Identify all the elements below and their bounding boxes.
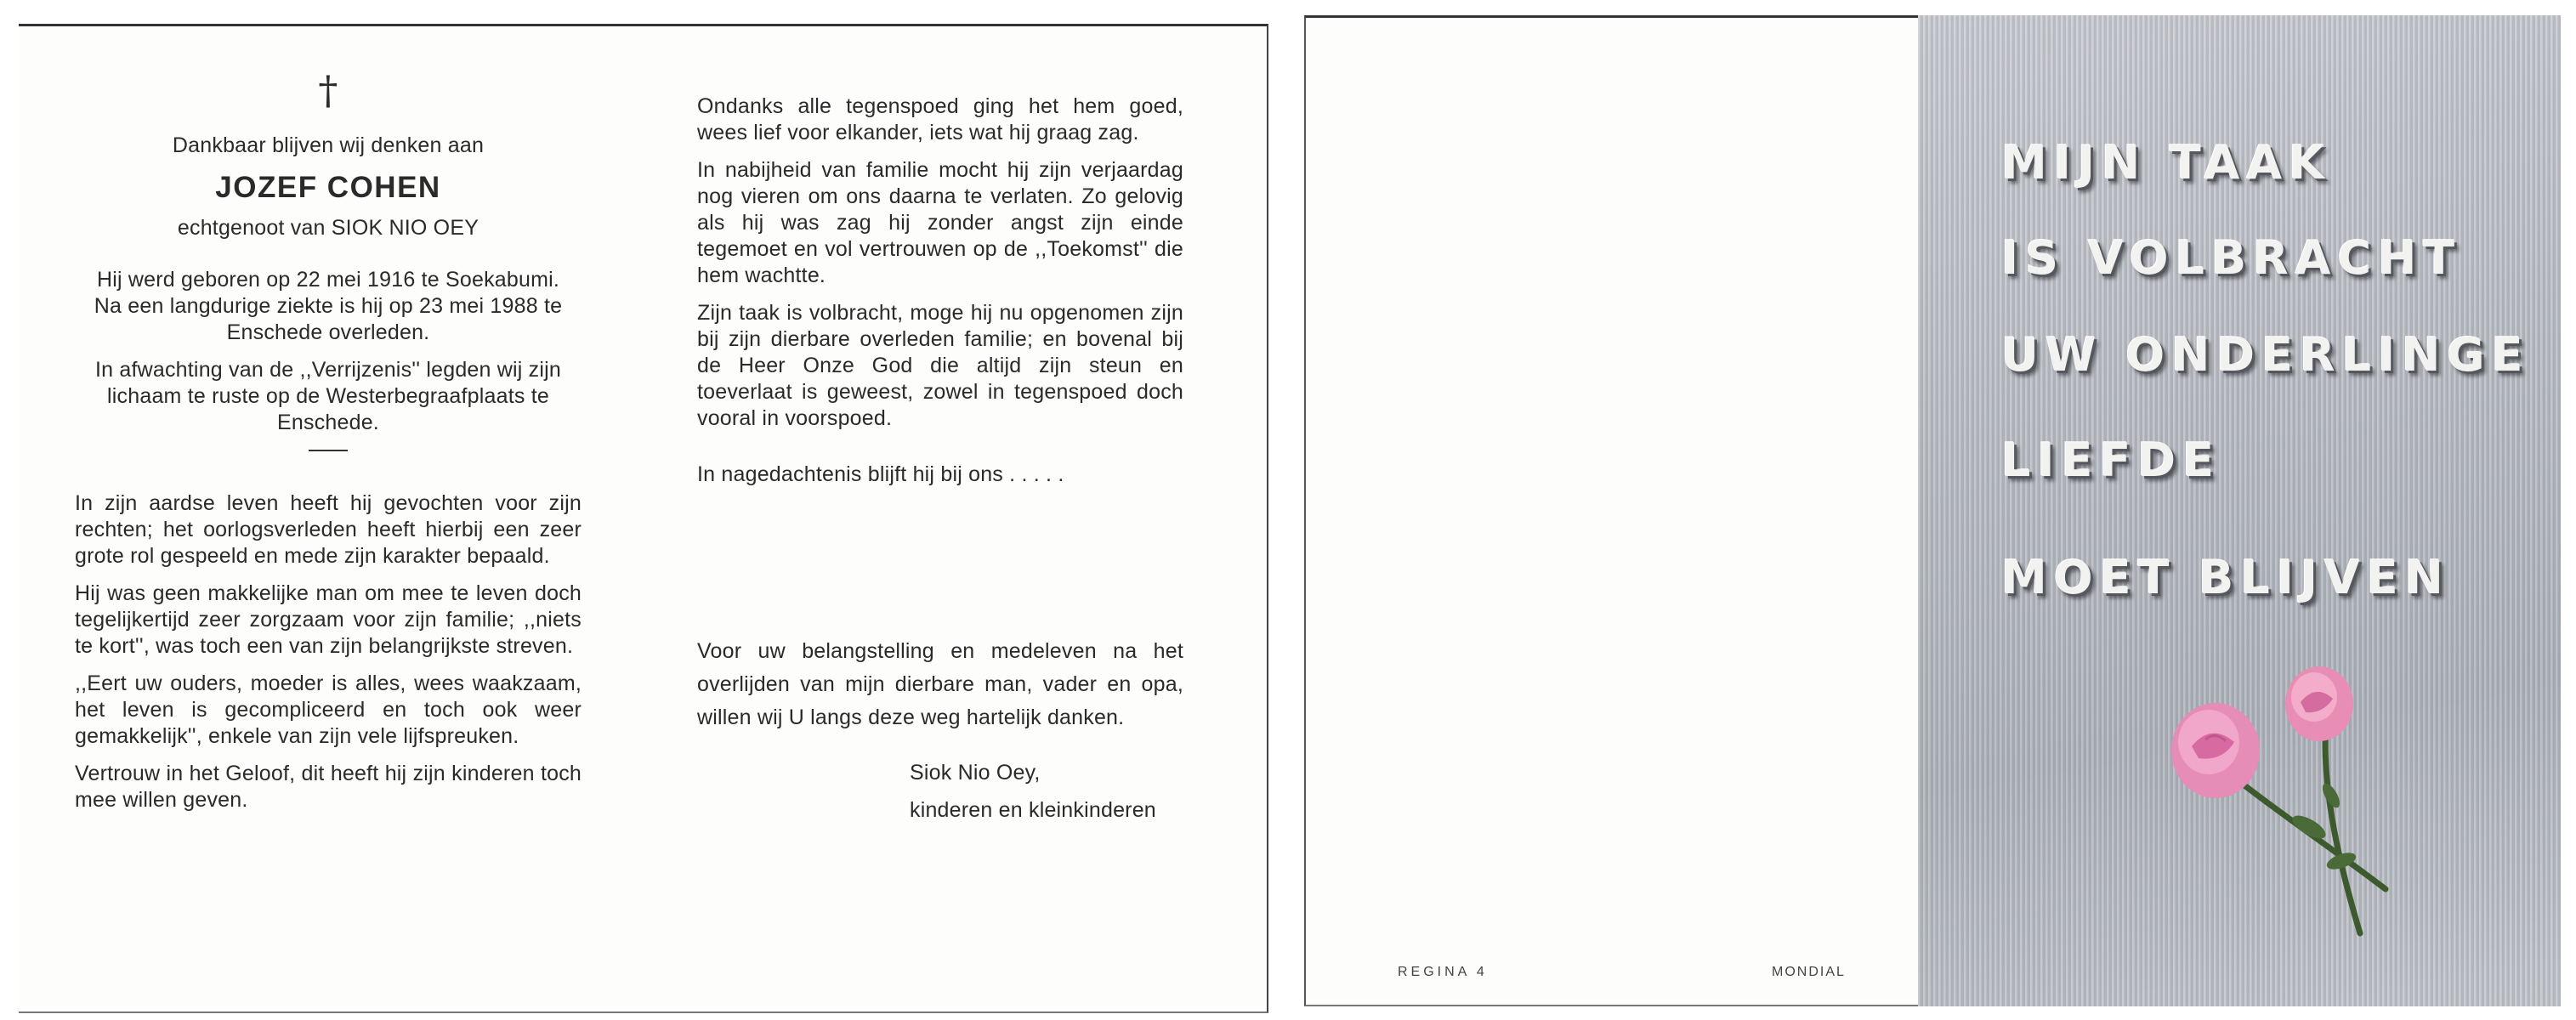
memorial-line: LIEFDE <box>2001 434 2221 487</box>
signature-name: Siok Nio Oey, <box>910 761 1041 785</box>
paragraph: Hij was geen makkelijke man om mee te leven doch tegelijkertijd zeer zorgzaam voor zijn familie; ,,niets te kort'', was toch een van zijn belangrijkste streven. <box>75 581 582 658</box>
middle-column <box>697 94 1183 829</box>
rose-right <box>2285 666 2353 741</box>
cover-photo <box>1918 15 2561 1006</box>
rose-leaf <box>2289 781 2358 873</box>
burial-text: In afwachting van de ,,Verrijzenis'' legden wij zijn lichaam te ruste op de Westerbegraafplaats te Enschede. <box>94 358 561 434</box>
intro-line: Dankbaar blijven wij denken aan <box>172 133 485 157</box>
paragraph: Vertrouw in het Geloof, dit heeft hij zijn kinderen toch mee willen geven. <box>75 762 582 812</box>
remembrance-line: In nagedachtenis blijft hij bij ons . . . . . <box>697 462 1064 486</box>
paragraph: Zijn taak is volbracht, moge hij nu opgenomen zijn bij zijn dierbare overleden familie; en bovenal bij de Heer Onze God die altijd zijn steun en toeverlaat is geweest, zowel in tegenspoed doch vooral in voorspoed. <box>697 301 1183 430</box>
signature-family: kinderen en kleinkinderen <box>910 798 1156 822</box>
roses-illustration <box>2131 653 2411 976</box>
footer-model-code: REGINA 4 <box>1398 965 1488 979</box>
paragraph: In nabijheid van familie mocht hij zijn verjaardag nog vieren om ons daarna te verlaten. Zo gelovig als hij was zag hij zonder angst zijn einde tegemoet en vol vertrouwen op de ,,Toekomst'' die hem wachtte. <box>697 158 1183 287</box>
birth-death-text: Hij werd geboren op 22 mei 1916 te Soekabumi. Na een langdurige ziekte is hij op 23 mei 1988 te Enschede overleden. <box>94 268 563 344</box>
divider <box>309 450 348 451</box>
thanks-text: Voor uw belangstelling en medeleven na het overlijden van mijn dierbare man, vader en opa, willen wij U langs deze weg hartelijk danken. <box>697 639 1183 729</box>
left-column <box>75 68 582 824</box>
paragraph: Ondanks alle tegenspoed ging het hem goed, wees lief voor elkander, iets wat hij graag zag. <box>697 94 1183 144</box>
signature-block <box>910 754 1396 829</box>
memorial-line: IS VOLBRACHT <box>2001 231 2462 285</box>
cross-symbol: † <box>318 67 338 113</box>
deceased-name: JOZEF COHEN <box>215 171 441 204</box>
memorial-line: MOET BLIJVEN <box>2001 551 2450 604</box>
spouse-line: echtgenoot van SIOK NIO OEY <box>177 216 479 240</box>
paragraph: ,,Eert uw ouders, moeder is alles, wees waakzaam, het leven is gecompliceerd en toch ook weer gemakkelijk'', enkele van zijn vele lijfspreuken. <box>75 672 582 748</box>
memorial-line: MIJN TAAK <box>2001 136 2331 190</box>
rose-left <box>2171 703 2260 798</box>
paragraph: In zijn aardse leven heeft hij gevochten voor zijn rechten; het oorlogsverleden heeft hierbij een zeer grote rol gespeeld en mede zijn karakter bepaald. <box>75 491 582 568</box>
memorial-line: UW ONDERLINGE <box>2001 328 2530 382</box>
footer-publisher: MONDIAL <box>1772 965 1846 979</box>
